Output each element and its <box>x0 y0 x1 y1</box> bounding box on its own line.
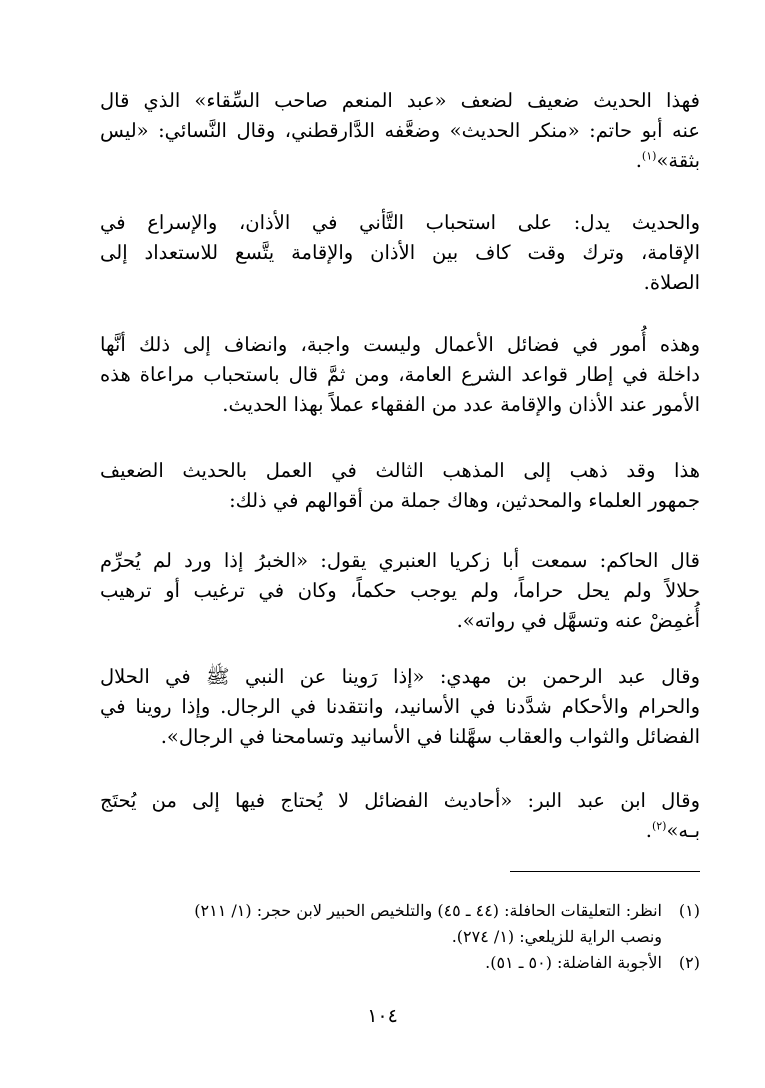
footnote-number: (٢) <box>678 953 700 972</box>
footnote-1-continued <box>100 924 700 950</box>
text-line: حلالاً ولم يحل حراماً، ولم يوجب حكماً، وكان في ترغيب أو ترهيب <box>100 579 700 602</box>
page-number: ١٠٤ <box>367 1005 398 1027</box>
text-line: أُغمِضْ عنه وتسهَّل في رواته». <box>456 609 700 632</box>
text-line: وهذه أُمور في فضائل الأعمال وليست واجبة، وانضاف إلى ذلك أنَّها <box>100 333 700 356</box>
text-line: والحديث يدل: على استحباب التَّأني في الأذان، والإسراع في <box>100 211 700 234</box>
line-end: . <box>645 819 652 842</box>
text-line: وقال عبد الرحمن بن مهدي: «إذا رَوينا عن النبي ﷺ في الحلال <box>100 665 700 688</box>
paragraph-5 <box>100 546 700 636</box>
paragraph-7 <box>100 786 700 846</box>
footnote-ref-2: (٢) <box>651 819 667 833</box>
footnote-2 <box>100 950 700 976</box>
footnote-separator <box>510 871 700 872</box>
footnote-1 <box>100 898 700 924</box>
text-line <box>100 146 700 176</box>
text-line: قال الحاكم: سمعت أبا زكريا العنبري يقول: «الخبرُ إذا ورد لم يُحرِّم <box>100 549 700 572</box>
paragraph-3 <box>100 330 700 420</box>
footnote-ref-1: (١) <box>641 149 657 163</box>
text-line: جمهور العلماء والمحدثين، وهاك جملة من أقوالهم في ذلك: <box>229 489 700 512</box>
footnote-text: انظر: التعليقات الحافلة: (٤٤ ـ ٤٥) والتلخيص الحبير لابن حجر: (١/ ٢١١) <box>194 901 662 920</box>
text-line: الأمور عند الأذان والإقامة عدد من الفقهاء عملاً بهذا الحديث. <box>222 393 700 416</box>
paragraph-2 <box>100 208 700 298</box>
footnotes <box>100 898 700 976</box>
line-end: . <box>635 149 642 172</box>
text-line: الفضائل والثواب والعقاب سهَّلنا في الأسانيد وتسامحنا في الرجال». <box>160 725 700 748</box>
text-line-content: بثقة» <box>656 149 700 172</box>
text-line: وقال ابن عبد البر: «أحاديث الفضائل لا يُحتاج فيها إلى من يُحتَج <box>100 789 700 812</box>
text-line: داخلة في إطار قواعد الشرع العامة، ومن ثمَّ قال باستحباب مراعاة هذه <box>100 363 700 386</box>
paragraph-1 <box>100 86 700 176</box>
footnote-number: (١) <box>678 901 700 920</box>
text-line-content: بـه» <box>666 819 700 842</box>
text-line: فهذا الحديث ضعيف لضعف «عبد المنعم صاحب السِّقاء» الذي قال <box>100 89 700 112</box>
paragraph-4 <box>100 456 700 516</box>
footnote-text: الأجوبة الفاضلة: (٥٠ ـ ٥١). <box>485 953 662 972</box>
text-line: عنه أبو حاتم: «منكر الحديث» وضعَّفه الدَّارقطني، وقال النَّسائي: «ليس <box>100 119 700 142</box>
paragraph-6 <box>100 662 700 752</box>
text-line: والحرام والأحكام شدَّدنا في الأسانيد، وانتقدنا في الرجال. وإذا روينا في <box>100 695 700 718</box>
text-line: الإقامة، وترك وقت كاف بين الأذان والإقامة يتَّسع للاستعداد إلى <box>100 241 700 264</box>
footnote-text: ونصب الراية للزيلعي: (١/ ٢٧٤). <box>451 927 662 946</box>
text-line <box>100 816 700 846</box>
text-line: هذا وقد ذهب إلى المذهب الثالث في العمل بالحديث الضعيف <box>100 459 700 482</box>
text-line: الصلاة. <box>643 271 700 294</box>
